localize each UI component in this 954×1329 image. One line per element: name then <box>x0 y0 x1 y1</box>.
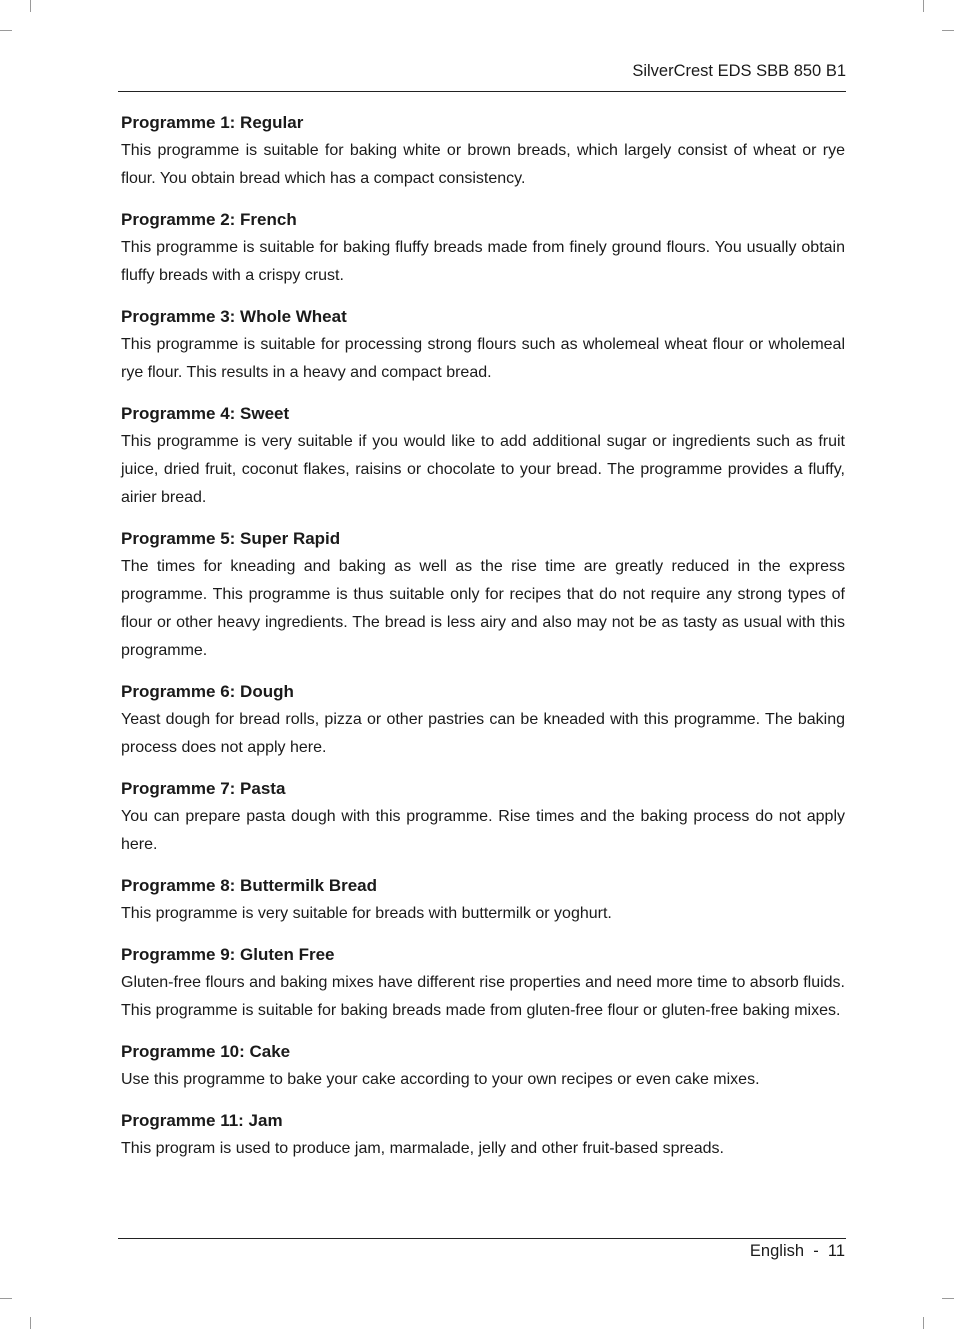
page-number: English - 11 <box>749 1242 845 1260</box>
programme-section <box>121 872 845 928</box>
crop-mark <box>942 1298 954 1299</box>
programme-section <box>121 1107 845 1163</box>
section-heading: Programme 3: Whole Wheat <box>121 307 347 326</box>
crop-mark <box>30 1317 31 1329</box>
section-text: Yeast dough for bread rolls, pizza or other pastries can be kneaded with this programme. The baking process does not apply here. <box>121 711 845 756</box>
section-text: This programme is very suitable for breads with buttermilk or yoghurt. <box>121 905 612 922</box>
programme-section <box>121 109 845 193</box>
crop-mark <box>0 30 12 31</box>
programme-section <box>121 206 845 290</box>
section-heading: Programme 9: Gluten Free <box>121 945 335 964</box>
section-heading: Programme 11: Jam <box>121 1111 283 1130</box>
section-text: Use this programme to bake your cake according to your own recipes or even cake mixes. <box>121 1071 760 1088</box>
section-heading: Programme 1: Regular <box>121 113 304 132</box>
section-text: The times for kneading and baking as well as the rise time are greatly reduced in the express programme. This programme is thus suitable only for recipes that do not require any strong types of flour or other heavy ingredients. The bread is less airy and also may not be as tasty as usual with this programme. <box>121 558 845 659</box>
programme-section <box>121 400 845 512</box>
section-heading: Programme 10: Cake <box>121 1042 291 1061</box>
programme-section <box>121 525 845 665</box>
header-rule <box>118 91 846 92</box>
programme-section <box>121 941 845 1025</box>
section-heading: Programme 8: Buttermilk Bread <box>121 876 378 895</box>
programme-section <box>121 1038 845 1094</box>
section-text: This programme is suitable for baking fluffy breads made from finely ground flours. You usually obtain fluffy breads with a crispy crust. <box>121 239 845 284</box>
section-text: This program is used to produce jam, marmalade, jelly and other fruit-based spreads. <box>121 1140 724 1157</box>
section-heading: Programme 7: Pasta <box>121 779 286 798</box>
programme-section <box>121 678 845 762</box>
crop-mark <box>30 0 31 12</box>
programme-section <box>121 303 845 387</box>
section-text: This programme is very suitable if you would like to add additional sugar or ingredients such as fruit juice, dried fruit, coconut flakes, raisins or chocolate to your bread. The programme provides a fluffy, airier bread. <box>121 433 845 506</box>
section-heading: Programme 4: Sweet <box>121 404 290 423</box>
programme-section <box>121 775 845 859</box>
document-header: SilverCrest EDS SBB 850 B1 <box>632 62 846 80</box>
crop-mark <box>923 0 924 12</box>
section-text: Gluten-free flours and baking mixes have different rise properties and need more time to absorb fluids. This programme is suitable for baking breads made from gluten-free flour or gluten-free baking mixes. <box>121 974 845 1019</box>
section-text: This programme is suitable for processing strong flours such as wholemeal wheat flour or wholemeal rye flour. This results in a heavy and compact bread. <box>121 336 845 381</box>
crop-mark <box>923 1317 924 1329</box>
section-heading: Programme 5: Super Rapid <box>121 529 341 548</box>
section-heading: Programme 6: Dough <box>121 682 294 701</box>
section-text: This programme is suitable for baking white or brown breads, which largely consist of wheat or rye flour. You obtain bread which has a compact consistency. <box>121 142 845 187</box>
section-heading: Programme 2: French <box>121 210 297 229</box>
programme-list <box>121 109 845 1176</box>
crop-mark <box>0 1298 12 1299</box>
crop-mark <box>942 30 954 31</box>
footer-rule <box>118 1238 846 1239</box>
section-text: You can prepare pasta dough with this programme. Rise times and the baking process do not apply here. <box>121 808 845 853</box>
